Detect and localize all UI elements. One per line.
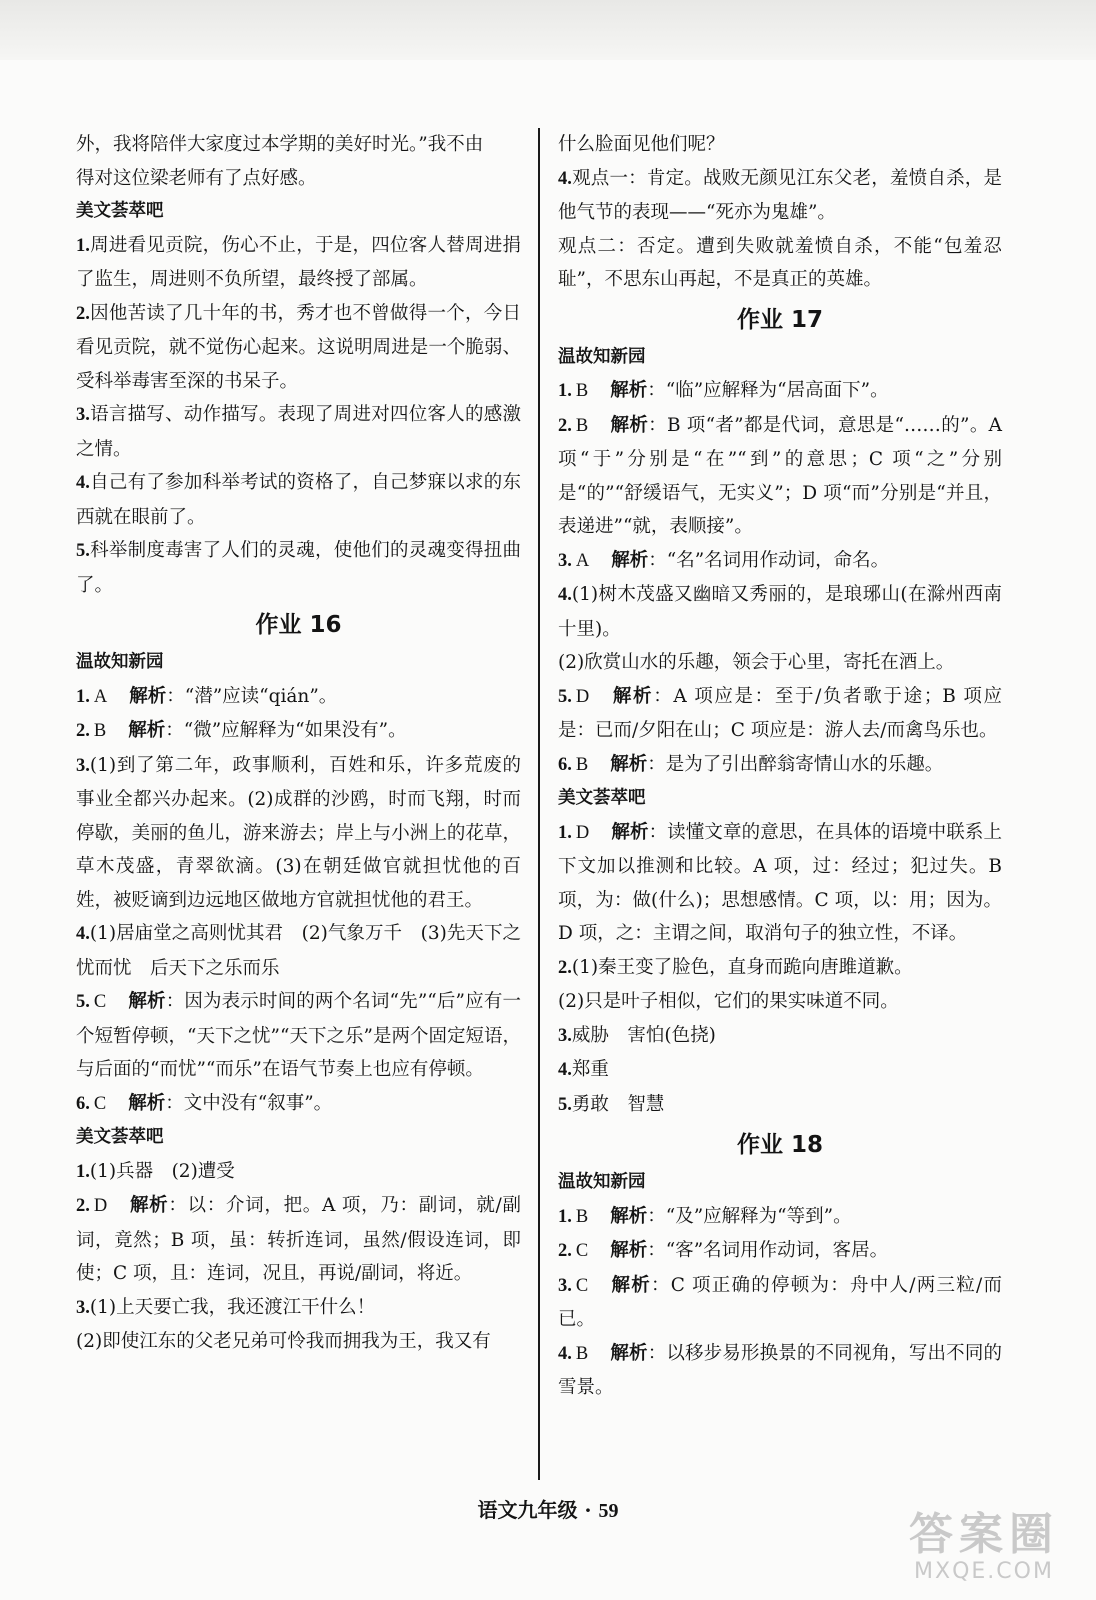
- item-number: 4.: [76, 924, 90, 944]
- answer-text: ：文中没有“叙事”。: [165, 1092, 333, 1114]
- item-number: 1.: [558, 1206, 572, 1227]
- text-line: (2)只是叶子相似，它们的果实味道不同。: [558, 991, 899, 1012]
- item-number: 4.: [558, 168, 572, 189]
- homework-title: 作业 16: [255, 612, 342, 638]
- answer-text: 勇敢 智慧: [571, 1093, 665, 1115]
- answer-item: [558, 578, 1002, 646]
- answer-item: [558, 816, 1002, 951]
- item-number: 1.: [76, 686, 90, 707]
- analysis-label: 解析: [610, 380, 648, 401]
- analysis-label: 解析: [128, 1092, 166, 1114]
- analysis-label: 解析: [611, 685, 654, 707]
- choice-letter: D: [575, 822, 590, 843]
- analysis-label: 解析: [610, 1342, 648, 1364]
- answer-item: [76, 1189, 521, 1291]
- homework-title: 作业 18: [736, 1132, 823, 1158]
- answer-item: [76, 1155, 521, 1190]
- analysis-label: 解析: [611, 549, 649, 571]
- analysis-label: 解析: [128, 991, 166, 1012]
- item-number: 1.: [76, 235, 90, 256]
- answer-text: 威胁 害怕(色挠): [571, 1024, 716, 1046]
- item-number: 2.: [76, 721, 90, 741]
- item-number: 3.: [558, 550, 572, 571]
- answer-item: [76, 680, 521, 715]
- text-line: 得对这位梁老师有了点好感。: [76, 167, 317, 189]
- answer-item: [76, 1087, 521, 1122]
- answer-text: ：因为表示时间的两个名词“先”“后”应有一个短暂停顿，“天下之忧”“天下之乐”是两个固定短语，与后面的“而忧”“而乐”在语气节奏上也应有停顿。: [76, 991, 521, 1080]
- choice-letter: C: [93, 992, 107, 1012]
- analysis-label: 解析: [610, 753, 648, 775]
- answer-text: ：“客”名词用作动词，客居。: [647, 1240, 889, 1261]
- answer-item: [558, 1200, 1002, 1235]
- item-number: 4.: [558, 585, 572, 605]
- answer-item: [558, 1269, 1002, 1337]
- watermark-url: MXQE.COM: [914, 1559, 1054, 1584]
- answer-item: [76, 229, 521, 297]
- choice-letter: B: [575, 415, 589, 436]
- answer-text: ：是为了引出醉翁寄情山水的乐趣。: [647, 753, 944, 775]
- left-column: [76, 128, 521, 1359]
- item-number: 2.: [558, 957, 572, 978]
- right-column: [558, 128, 1002, 1405]
- answer-item: [558, 1019, 1002, 1054]
- answer-text: ：“潜”应读“qián”。: [166, 685, 338, 707]
- section-heading: 温故知新园: [558, 1172, 646, 1192]
- item-number: 6.: [76, 1093, 90, 1114]
- choice-letter: D: [575, 686, 590, 707]
- answer-item: [76, 466, 521, 534]
- section-heading: 美文荟萃吧: [558, 788, 646, 808]
- analysis-label: 解析: [610, 1274, 651, 1296]
- answer-text: ：以移步易形换景的不同视角，写出不同的雪景。: [558, 1342, 1002, 1398]
- answer-item: [558, 409, 1002, 544]
- item-number: 4.: [558, 1343, 572, 1364]
- answer-item: [558, 162, 1002, 230]
- item-number: 1.: [76, 1161, 90, 1182]
- item-number: 3.: [76, 755, 90, 776]
- item-number: 2.: [558, 1241, 572, 1261]
- answer-item: [558, 374, 1002, 409]
- item-number: 5.: [558, 686, 572, 707]
- item-number: 5.: [76, 992, 90, 1012]
- choice-letter: A: [575, 550, 590, 571]
- answer-item: [76, 297, 521, 399]
- choice-letter: C: [575, 1275, 589, 1296]
- text-line: 观点二：否定。遭到失败就羞愤自杀，不能“包羞忍耻”，不思东山再起，不是真正的英雄。: [558, 235, 1002, 290]
- item-number: 5.: [76, 541, 90, 561]
- answer-text: 郑重: [571, 1059, 609, 1080]
- answer-text: ：以：介词，把。A 项，乃：副词，就/副词，竟然；B 项，虽：转折连词，虽然/假设连词，即使；C 项，且：连词，况且，再说/副词，将近。: [76, 1195, 521, 1284]
- choice-letter: B: [575, 1343, 589, 1364]
- answer-text: 周进看见贡院，伤心不止，于是，四位客人替周进捐了监生，周进则不负所望，最终授了部属。: [76, 234, 521, 290]
- answer-text: ：A 项应是：至于/负者歌于途；B 项应是：已而/夕阳在山；C 项应是：游人去/而禽鸟乐也。: [558, 685, 1002, 741]
- homework-title: 作业 17: [736, 306, 823, 333]
- text-line: 什么脸面见他们呢？: [558, 134, 725, 155]
- answer-item: [558, 1088, 1002, 1123]
- answer-text: 语言描写、动作描写。表现了周进对四位客人的感激之情。: [76, 404, 521, 460]
- answer-text: (1)兵器 (2)遭受: [89, 1160, 235, 1182]
- answer-item: [558, 1053, 1002, 1088]
- answer-text: (1)到了第二年，政事顺利，百姓和乐，许多荒废的事业全都兴办起来。(2)成群的沙鸥，时而飞翔，时而停歇，美丽的鱼儿，游来游去；岸上与小洲上的花草，草木茂盛，青翠欲滴。(3)在朝廷做官就担忧他的百姓，被贬谪到边远地区做地方官就担忧他的君王。: [76, 754, 521, 911]
- choice-letter: C: [93, 1093, 107, 1114]
- choice-letter: B: [93, 721, 107, 741]
- answer-text: ：“及”应解释为“等到”。: [647, 1205, 852, 1227]
- item-number: 3.: [558, 1025, 572, 1046]
- watermark-logo: [884, 1510, 1084, 1592]
- analysis-label: 解析: [128, 720, 166, 741]
- answer-item: [76, 534, 521, 602]
- answer-item: [76, 917, 521, 985]
- item-number: 3.: [558, 1275, 572, 1296]
- answer-text: (1)树木茂盛又幽暗又秀丽的，是琅琊山(在滁州西南十里)。: [558, 584, 1002, 640]
- answer-text: (1)上天要亡我，我还渡江干什么！: [89, 1296, 376, 1318]
- analysis-label: 解析: [610, 1205, 648, 1227]
- footer-dot: ·: [577, 1498, 599, 1522]
- analysis-label: 解析: [611, 821, 649, 843]
- answer-item: [558, 951, 1002, 986]
- choice-letter: B: [575, 1206, 589, 1227]
- item-number: 2.: [76, 1196, 90, 1216]
- choice-letter: A: [93, 686, 108, 707]
- item-number: 4.: [558, 1060, 572, 1080]
- answer-text: (1)居庙堂之高则忧其君 (2)气象万千 (3)先天下之忧而忧 后天下之乐而乐: [76, 923, 521, 979]
- item-number: 2.: [76, 303, 90, 324]
- choice-letter: C: [575, 1241, 589, 1261]
- item-number: 1.: [558, 822, 572, 843]
- text-line: (2)欣赏山水的乐趣，领会于心里，寄托在酒上。: [558, 652, 955, 673]
- item-number: 4.: [76, 473, 90, 493]
- section-heading: 美文荟萃吧: [76, 1127, 164, 1147]
- answer-item: [558, 748, 1002, 783]
- analysis-label: 解析: [610, 1240, 648, 1261]
- choice-letter: B: [575, 381, 589, 401]
- answer-item: [558, 1234, 1002, 1269]
- analysis-label: 解析: [129, 1195, 169, 1216]
- answer-item: [76, 749, 521, 918]
- item-number: 3.: [76, 1297, 90, 1318]
- answer-item: [558, 1337, 1002, 1405]
- analysis-label: 解析: [610, 414, 649, 436]
- section-heading: 温故知新园: [558, 346, 646, 367]
- answer-text: 因他苦读了几十年的书，秀才也不曾做得一个，今日看见贡院，就不觉伤心起来。这说明周进是一个脆弱、受科举毒害至深的书呆子。: [76, 302, 521, 392]
- answer-item: [76, 714, 521, 749]
- answer-item: [558, 544, 1002, 579]
- analysis-label: 解析: [129, 685, 167, 707]
- choice-letter: B: [575, 754, 589, 775]
- answer-text: 观点一：肯定。战败无颜见江东父老，羞愤自杀，是他气节的表现——“死亦为鬼雄”。: [558, 167, 1002, 223]
- choice-letter: D: [93, 1196, 108, 1216]
- page-number: 59: [598, 1500, 619, 1522]
- section-heading: 美文荟萃吧: [76, 201, 164, 221]
- answer-text: 科举制度毒害了人们的灵魂，使他们的灵魂变得扭曲了。: [76, 540, 521, 596]
- footer-subject: 语文九年级: [477, 1498, 578, 1522]
- item-number: 2.: [558, 415, 572, 436]
- answer-text: (1)秦王变了脸色，直身而跪向唐雎道歉。: [571, 956, 913, 978]
- answer-text: ：“名”名词用作动词，命名。: [648, 549, 890, 571]
- item-number: 6.: [558, 754, 572, 775]
- item-number: 3.: [76, 405, 90, 425]
- page-top-shadow: [0, 0, 1096, 60]
- column-divider: [538, 128, 540, 1480]
- answer-text: 自己有了参加科举考试的资格了，自己梦寐以求的东西就在眼前了。: [76, 472, 521, 528]
- answer-item: [76, 1291, 521, 1326]
- text-line: 外，我将陪伴大家度过本学期的美好时光。”我不由: [76, 134, 484, 155]
- text-line: (2)即使江东的父老兄弟可怜我而拥我为王，我又有: [76, 1331, 491, 1352]
- answer-text: ：读懂文章的意思，在具体的语境中联系上下文加以推测和比较。A 项，过：经过；犯过失。B 项，为：做(什么)；思想感情。C 项，以：用；因为。D 项，之：主谓之间，取消句子的独立性，不译。: [558, 821, 1002, 944]
- answer-item: [558, 680, 1002, 748]
- item-number: 5.: [558, 1094, 572, 1115]
- answer-item: [76, 398, 521, 466]
- item-number: 1.: [558, 381, 572, 401]
- answer-text: ：“临”应解释为“居高面下”。: [647, 380, 889, 401]
- answer-item: [76, 985, 521, 1087]
- answer-text: ：B 项“者”都是代词，意思是“……的”。A 项“于”分别是“在”“到”的意思；C 项“之”分别是“的”“舒缓语气，无实义”；D 项“而”分别是“并且，表递进”“就，表顺接”。: [558, 414, 1002, 537]
- answer-text: ：“微”应解释为“如果没有”。: [165, 720, 407, 741]
- section-heading: 温故知新园: [76, 652, 164, 672]
- watermark-text: 答案圈: [909, 1509, 1059, 1560]
- answer-text: ：C 项正确的停顿为：舟中人/两三粒/而已。: [558, 1274, 1002, 1330]
